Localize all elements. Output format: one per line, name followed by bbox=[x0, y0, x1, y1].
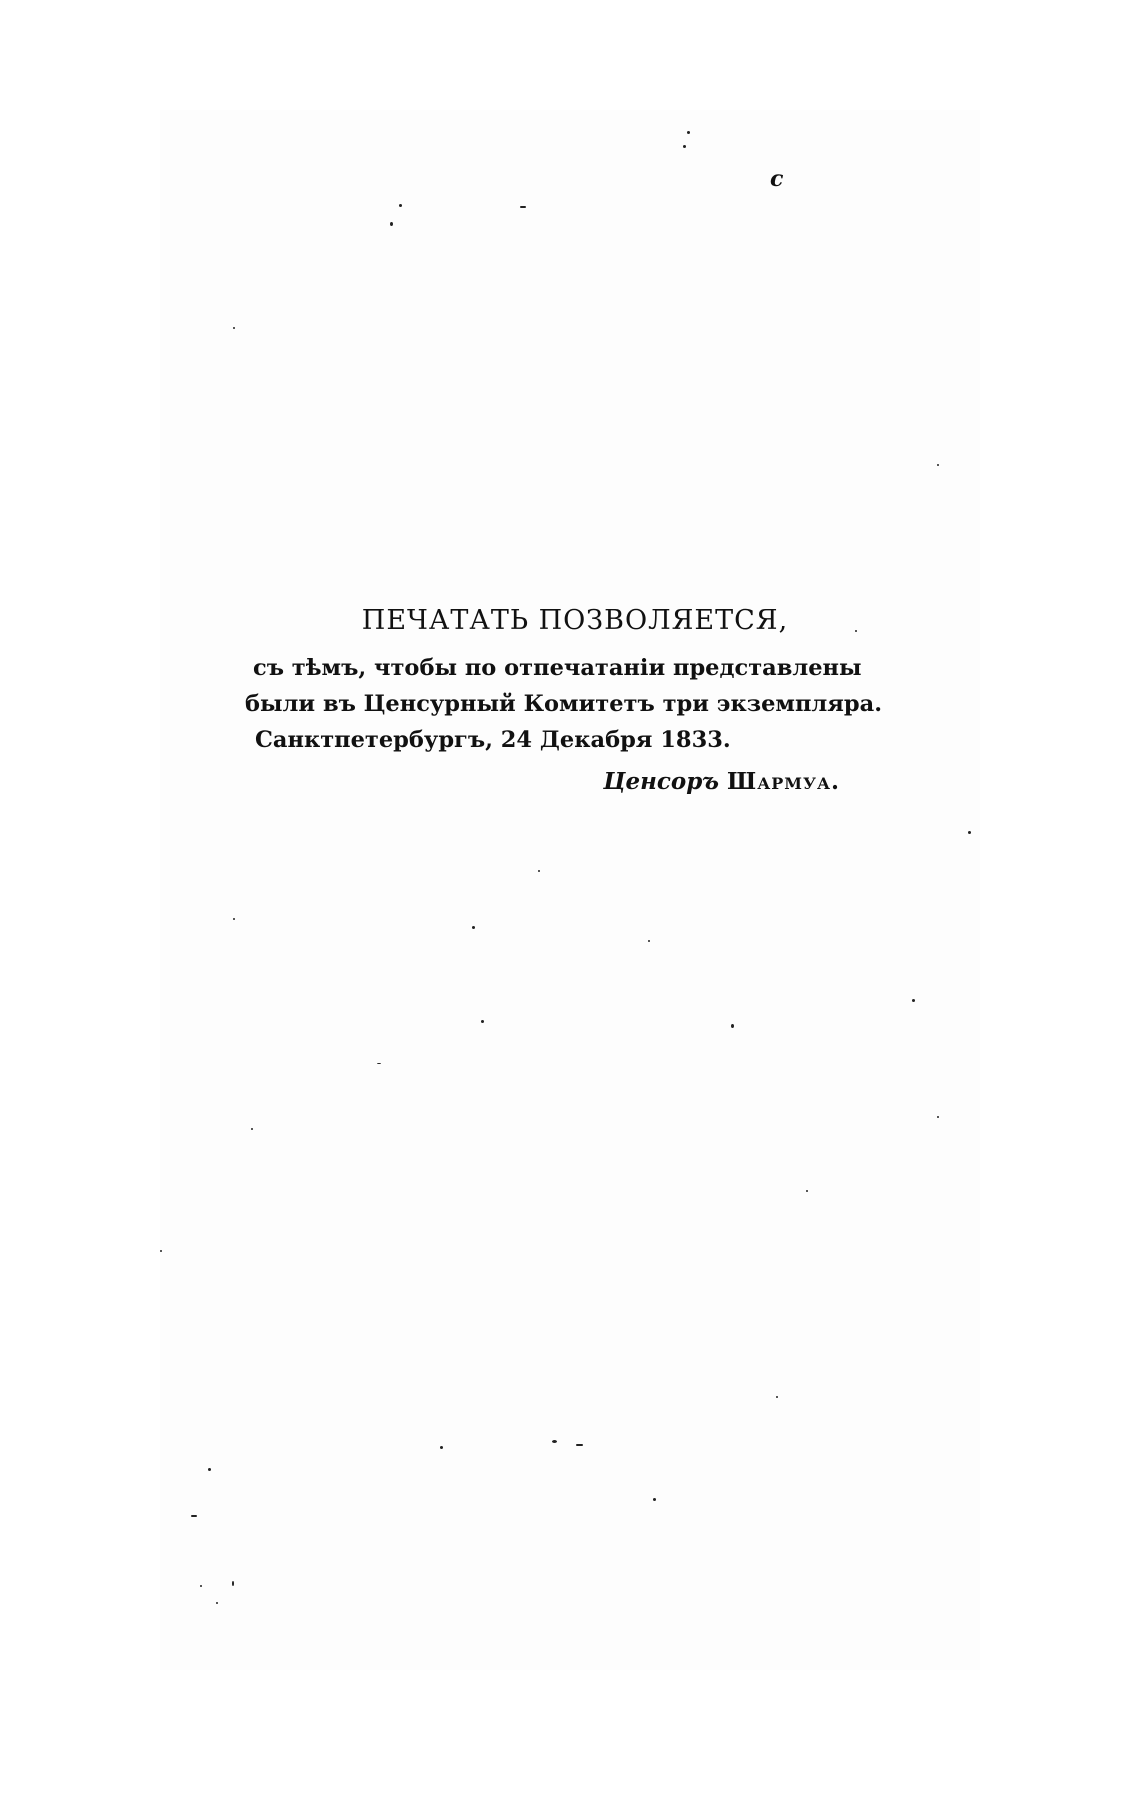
scan-speck bbox=[377, 1063, 381, 1064]
scan-speck bbox=[683, 145, 686, 148]
scan-speck bbox=[538, 870, 540, 872]
scan-speck bbox=[233, 327, 235, 329]
scan-speck bbox=[191, 1515, 197, 1517]
scan-speck bbox=[687, 131, 690, 134]
scan-speck bbox=[233, 918, 235, 920]
imprimatur-line-1: съ тѣмъ, чтобы по отпечатаніи представлены bbox=[253, 655, 862, 681]
corner-mark: c bbox=[770, 166, 784, 192]
censor-signature bbox=[245, 768, 885, 795]
scan-speck bbox=[472, 926, 475, 929]
scan-speck bbox=[648, 940, 650, 942]
imprimatur-block bbox=[245, 605, 885, 795]
scan-speck bbox=[208, 1468, 211, 1471]
scan-speck bbox=[806, 1190, 808, 1192]
censor-title: Ценсоръ bbox=[603, 768, 720, 795]
imprimatur-line-3: Санктпетербургъ, 24 Декабря 1833. bbox=[255, 727, 731, 753]
censor-name: Шармуа. bbox=[727, 768, 840, 795]
scan-speck bbox=[200, 1585, 202, 1587]
scan-speck bbox=[855, 630, 857, 632]
scan-speck bbox=[937, 1116, 939, 1118]
scan-speck bbox=[937, 464, 939, 466]
scan-speck bbox=[576, 1444, 583, 1446]
paper-area bbox=[160, 110, 980, 1670]
scan-speck bbox=[399, 204, 402, 207]
scan-speck bbox=[968, 831, 971, 834]
scan-speck bbox=[653, 1498, 656, 1501]
scan-speck bbox=[232, 1581, 234, 1586]
scan-speck bbox=[520, 206, 526, 208]
scan-speck bbox=[390, 222, 393, 226]
scan-speck bbox=[481, 1020, 484, 1023]
imprimatur-heading: ПЕЧАТАТЬ ПОЗВОЛЯЕТСЯ, bbox=[361, 605, 789, 636]
scan-speck bbox=[912, 999, 915, 1002]
scan-speck bbox=[251, 1128, 253, 1130]
scan-speck bbox=[552, 1440, 557, 1443]
scan-speck bbox=[216, 1602, 218, 1604]
scan-speck bbox=[440, 1446, 443, 1449]
scan-speck bbox=[776, 1396, 778, 1398]
imprimatur-line-2: были въ Ценсурный Комитетъ три экземпляра. bbox=[245, 691, 883, 717]
scan-speck bbox=[160, 1250, 162, 1252]
scan-speck bbox=[731, 1024, 734, 1028]
